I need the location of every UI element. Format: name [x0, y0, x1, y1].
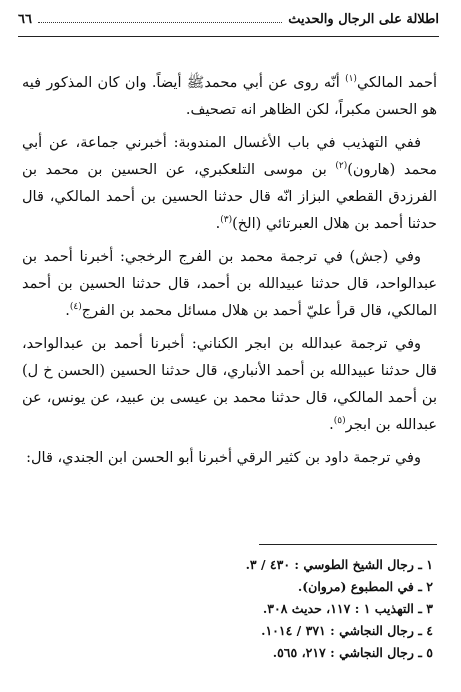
- footnote-ref-4: (٤): [69, 302, 82, 313]
- footnote-4: ٤ ـ رجال النجاشي : ٣٧١ / ١٠١٤.: [261, 623, 433, 638]
- footnotes: [22, 554, 433, 664]
- header-dot-leader: [38, 12, 282, 23]
- footnote-separator: [259, 544, 437, 545]
- paragraph-text: بن موسى التلعكبري، عن الحسين بن محمد بن الفرزدق القطعي البزاز انّه قال حدثنا الحسين بن أحمد المالكي، قال حدثنا أحمد بن هلال العبرتائي (الخ): [22, 162, 437, 232]
- paragraph-text: .: [215, 216, 221, 232]
- paragraph-text: أنّه روى عن أبي محمدﷺ أيضاً. وان كان المذكور فيه هو الحسن مكبراً، لكن الظاهر انه تصحيف.: [22, 75, 437, 118]
- paragraph-4: [22, 331, 437, 439]
- main-text: [22, 70, 437, 478]
- paragraph-text: وفي ترجمة عبدالله بن ابجر الكناني: أخبرنا أحمد بن عبدالواحد، قال حدثنا عبيدالله بن أحمد الأنباري، قال حدثنا الحسين (الحسن خ ل) بن أحمد المالكي، قال حدثنا محمد بن عيسى بن عبيد، عن يونس، عن عبدالله بن ابجر: [22, 336, 437, 433]
- paragraph-1: [22, 70, 437, 124]
- paragraph-text: أحمد المالكي: [356, 75, 437, 91]
- footnote-ref-1: (١): [345, 74, 357, 85]
- paragraph-text: .: [329, 417, 334, 433]
- footnote-ref-3: (٣): [220, 215, 233, 226]
- paragraph-5: [22, 445, 437, 472]
- paragraph-text: وفي (جش) في ترجمة محمد بن الفرج الرخجي: أخبرنا أحمد بن عبدالواحد، قال حدثنا عبيدالله بن أحمد، قال حدثنا الحسين بن أحمد المالكي، قال قرأ عليّ أحمد بن هلال مسائل محمد بن الفرج: [22, 249, 437, 319]
- paragraph-3: [22, 244, 437, 325]
- running-header: [18, 12, 439, 34]
- footnote-ref-5: (٥): [333, 416, 346, 427]
- footnote-ref-2: (٢): [335, 161, 348, 172]
- footnote-5: ٥ ـ رجال النجاشي : ٢١٧، ٥٦٥.: [272, 645, 433, 660]
- footnote-2: ٢ ـ في المطبوع (مروان).: [297, 579, 433, 594]
- paragraph-text: ففي التهذيب في باب الأغسال المندوبة: أخبرني جماعة، عن أبي محمد (هارون): [22, 135, 437, 178]
- paragraph-2: [22, 130, 437, 238]
- header-title: اطلالة على الرجال والحديث: [288, 12, 439, 27]
- footnote-1: ١ ـ رجال الشيخ الطوسي : ٤٣٠ / ٣.: [245, 557, 433, 572]
- paragraph-text: وفي ترجمة داود بن كثير الرقي أخبرنا أبو الحسن ابن الجندي، قال:: [26, 450, 421, 466]
- footnote-3: ٣ ـ التهذيب ١ : ١١٧، حديث ٣٠٨.: [262, 601, 433, 616]
- page-number: ٦٦: [18, 12, 32, 27]
- paragraph-text: .: [65, 303, 70, 319]
- header-rule: [18, 36, 439, 37]
